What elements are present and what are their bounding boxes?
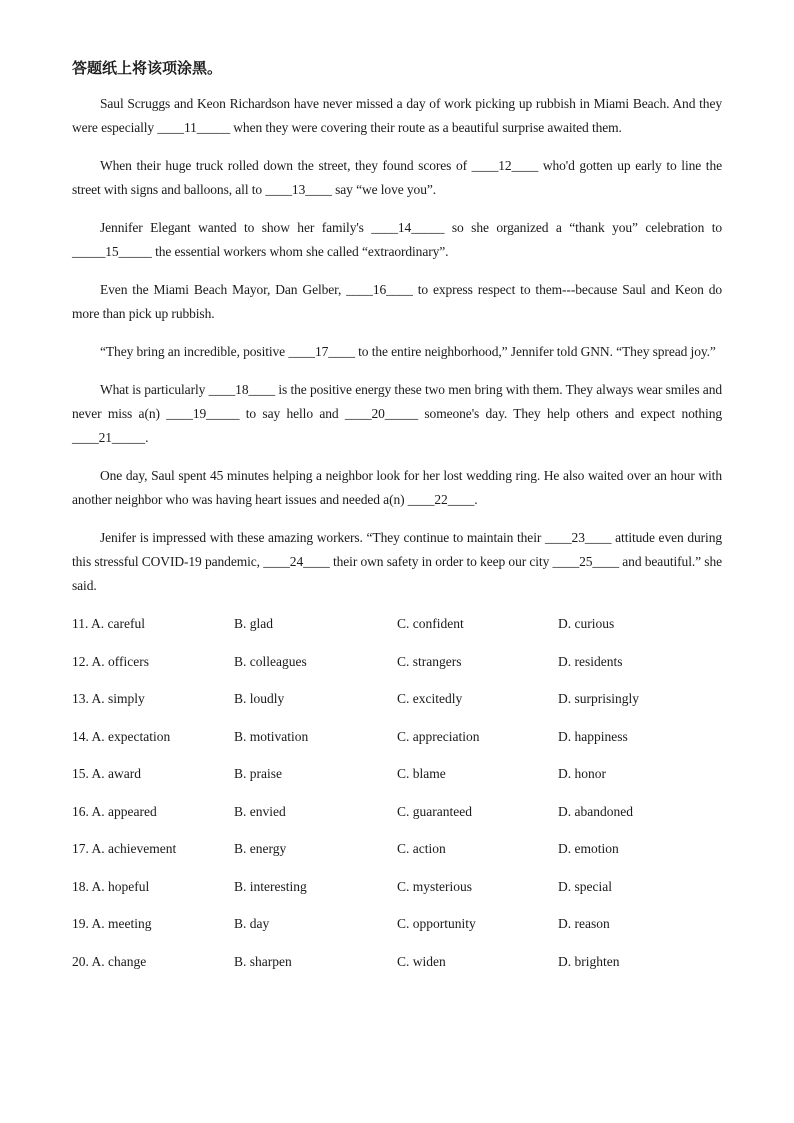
passage-paragraph-4: Even the Miami Beach Mayor, Dan Gelber, ____16____ to express respect to them---because Saul and Keon do more than pick up rubbish. [72,282,722,321]
option-d: D. honor [558,766,606,781]
option-b: B. colleagues [234,653,307,669]
option-d: D. emotion [558,841,619,856]
option-row-16 [72,800,722,838]
option-row-13 [72,687,722,725]
option-c: C. confident [397,616,464,631]
option-c: C. appreciation [397,728,480,744]
option-d: D. happiness [558,728,628,744]
passage-paragraph-6: What is particularly ____18____ is the positive energy these two men bring with them. They always wear smiles and never miss a(n) ____19_____ to say hello and ____20_____ someone's day. They help others and expect nothing ____21_____. [72,382,722,445]
option-b: B. glad [234,616,273,631]
option-c: C. blame [397,766,446,781]
option-c: C. action [397,841,446,856]
option-row-19 [72,912,722,950]
passage [72,92,722,598]
passage-paragraph-7: One day, Saul spent 45 minutes helping a neighbor look for her lost wedding ring. He also waited over an hour with another neighbor who was having heart issues and needed a(n) ____22____. [72,468,722,507]
option-row-20 [72,950,722,988]
option-b: B. envied [234,803,286,819]
option-c: C. mysterious [397,878,473,894]
passage-paragraph-2: When their huge truck rolled down the street, they found scores of ____12____ who'd gotten up early to line the street with signs and balloons, all to ____13____ say “we love you”. [72,158,722,197]
option-row-14 [72,725,722,763]
option-b: B. motivation [234,728,309,744]
option-c: C. opportunity [397,916,476,931]
option-d: D. brighten [558,953,620,969]
option-d: D. curious [558,616,615,631]
answer-options [72,612,722,987]
option-b: B. day [234,916,270,931]
option-row-11 [72,612,722,650]
option-row-15 [72,762,722,800]
passage-paragraph-1: Saul Scruggs and Keon Richardson have never missed a day of work picking up rubbish in Miami Beach. And they were especially ____11_____ when they were covering their route as a beautiful surprise awaited them. [72,96,722,135]
option-d: D. special [558,878,612,894]
option-a: 20. A. change [72,953,147,969]
option-b: B. interesting [234,878,307,894]
option-a: 13. A. simply [72,691,145,706]
option-row-18 [72,875,722,913]
option-b: B. sharpen [234,953,292,969]
option-a: 16. A. appeared [72,803,157,819]
option-row-17 [72,837,722,875]
option-a: 14. A. expectation [72,728,171,744]
option-d: D. reason [558,916,610,931]
option-c: C. strangers [397,653,462,669]
option-d: D. surprisingly [558,691,639,706]
option-b: B. loudly [234,691,285,706]
option-d: D. residents [558,653,623,669]
document-page [72,56,722,987]
section-heading: 答题纸上将该项涂黑。 [72,59,223,77]
option-a: 18. A. hopeful [72,878,150,894]
option-a: 19. A. meeting [72,916,152,931]
option-c: C. guaranteed [397,803,472,819]
passage-paragraph-5: “They bring an incredible, positive ____17____ to the entire neighborhood,” Jennifer told GNN. “They spread joy.” [100,344,716,359]
option-a: 15. A. award [72,766,141,781]
option-b: B. energy [234,841,287,856]
option-c: C. excitedly [397,691,463,706]
option-row-12 [72,650,722,688]
option-b: B. praise [234,766,282,781]
passage-paragraph-8: Jenifer is impressed with these amazing workers. “They continue to maintain their ____23____ attitude even during this stressful COVID-19 pandemic, ____24____ their own safety in order to keep our city ____25____ and beautiful.” she said. [72,530,722,593]
option-a: 17. A. achievement [72,841,177,856]
option-c: C. widen [397,953,446,969]
option-d: D. abandoned [558,803,633,819]
passage-paragraph-3: Jennifer Elegant wanted to show her family's ____14_____ so she organized a “thank you” celebration to _____15_____ the essential workers whom she called “extraordinary”. [72,220,722,259]
option-a: 11. A. careful [72,616,145,631]
option-a: 12. A. officers [72,653,149,669]
